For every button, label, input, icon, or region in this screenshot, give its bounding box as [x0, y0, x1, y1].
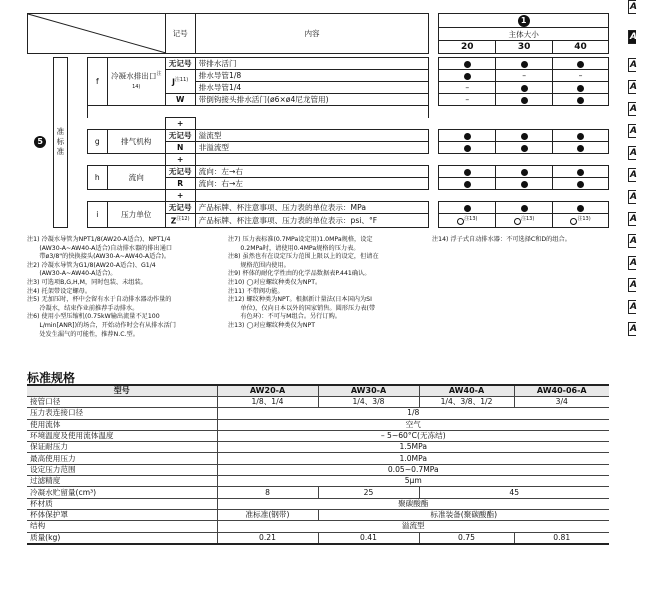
i-letter: i — [87, 202, 107, 228]
g-desc-0: 溢流型 — [195, 130, 429, 142]
note-line: 注6) 使用小型压缩机(0.75kW输出流量不足100 — [27, 313, 160, 321]
section-5-badge: 5 — [34, 136, 46, 148]
g-name: 排气机构 — [107, 130, 165, 154]
note-line: 注2) 冷凝水导管为G1/8(AW20-A适合)、G1/4 — [27, 261, 156, 269]
available-dot-icon — [464, 169, 471, 176]
available-dot-icon — [577, 145, 584, 152]
available-dot-icon — [577, 169, 584, 176]
plus-h: + — [165, 154, 195, 166]
spec-col-aw30: AW30-A — [318, 385, 419, 397]
h-1-mark-30 — [496, 178, 553, 190]
table-row: 杯材质 聚碳酸酯 — [27, 498, 609, 509]
f-0-mark-20 — [439, 58, 496, 70]
side-tab[interactable]: A — [630, 104, 637, 114]
f-code-1: $J^{注11)}$ — [165, 70, 195, 94]
notes-middle — [228, 236, 379, 331]
f-2-mark-30 — [496, 82, 553, 94]
f-code-0: 无记号 — [165, 58, 195, 70]
i-desc-0: 产品标牌、杯注意事项、压力表的单位表示：MPa — [195, 202, 429, 214]
h-name: 流向 — [107, 166, 165, 190]
h-0-mark-20 — [439, 166, 496, 178]
f-desc-2: 排水导管1/4 — [195, 82, 429, 94]
header-corner — [28, 14, 166, 54]
f-0-mark-30 — [496, 58, 553, 70]
g-1-mark-40 — [553, 142, 609, 154]
side-tab[interactable]: A — [630, 236, 637, 246]
available-dot-icon — [577, 133, 584, 140]
f-0-mark-40 — [553, 58, 609, 70]
h-desc-0: 流向：左→右 — [195, 166, 429, 178]
side-tab[interactable]: A — [630, 148, 637, 158]
table-row: 接管口径 1/8、1/4 1/4、3/8 1/4、3/8、1/2 3/4 — [27, 397, 609, 408]
h-code-1: R — [165, 178, 195, 190]
spec-table — [27, 384, 609, 545]
note-line: 注14) 浮子式自动排水器：不可选择C和D的组合。 — [432, 236, 571, 243]
g-code-1: N — [165, 142, 195, 154]
i-name: 压力单位 — [107, 202, 165, 228]
side-tab[interactable]: A — [630, 2, 637, 12]
side-tab-active[interactable]: AW — [630, 32, 646, 42]
h-desc-1: 流向：右→左 — [195, 178, 429, 190]
table-row: 使用流体 空气 — [27, 419, 609, 430]
available-dot-icon — [521, 61, 528, 68]
g-0-mark-30 — [496, 130, 553, 142]
note-line: 规格范围内使用。 — [228, 261, 290, 269]
spec-col-aw40-06: AW40-06-A — [514, 385, 609, 397]
f-name: 冷凝水排出口 — [110, 71, 157, 81]
table-row: 保证耐压力 1.5MPa — [27, 442, 609, 453]
side-tab[interactable]: A — [630, 60, 637, 70]
side-tab[interactable]: A — [630, 280, 637, 290]
g-code-0: 无记号 — [165, 130, 195, 142]
table-row: 冷凝水贮留量(cm³) 8 25 45 — [27, 487, 609, 498]
note-line: 带ø3/8"的快换接头(AW30-A~AW40-A适合)。 — [27, 253, 171, 261]
header-diagonal — [28, 14, 165, 53]
f-3-mark-40 — [553, 94, 609, 106]
note-line: (AW30-A~AW40-A适合)自动排水器的排出通口 — [27, 244, 173, 252]
section-label: 准标准 — [53, 58, 67, 228]
npt-only-circle-icon — [514, 218, 521, 225]
body-size-label: 主体大小 — [439, 28, 609, 41]
available-dot-icon — [464, 61, 471, 68]
g-1-mark-30 — [496, 142, 553, 154]
table-row: 环境温度及使用流体温度 – 5~60°C(无冻结) — [27, 430, 609, 441]
available-dot-icon — [521, 169, 528, 176]
g-desc-1: 非溢流型 — [195, 142, 429, 154]
note-line: 单位)，仅向日本以外的国家销售。圆形压力表(带 — [228, 304, 376, 312]
available-dot-icon — [521, 205, 528, 212]
note-line: 0.2MPa时，请使用0.4MPa规格的压力表。 — [228, 244, 360, 252]
available-dot-icon — [577, 61, 584, 68]
note-line: 注4) 托架带设定螺母。 — [27, 287, 92, 295]
f-2-mark-40 — [553, 82, 609, 94]
plus-i: + — [165, 190, 195, 202]
notes-left — [27, 236, 176, 339]
table-row: 质量(kg) 0.21 0.41 0.75 0.81 — [27, 532, 609, 544]
spec-col-model: 型号 — [27, 385, 217, 397]
header-content: 内容 — [195, 14, 429, 54]
options-table — [27, 13, 609, 228]
available-dot-icon — [464, 145, 471, 152]
spec-title: 标准规格 — [27, 371, 76, 385]
side-tab[interactable]: A — [630, 192, 637, 202]
note-line: 注9) 杯体的耐化学性由的化学品数据表P.441确认。 — [228, 270, 371, 278]
available-dot-icon — [521, 85, 528, 92]
header-code: 记号 — [165, 14, 195, 54]
i-1-mark-20: 注13) — [439, 214, 496, 228]
note-line: 注13) ◯对应螺纹种类仅为NPT — [228, 321, 316, 329]
h-letter: h — [87, 166, 107, 190]
f-desc-1: 排水导管1/8 — [195, 70, 429, 82]
f-3-mark-30 — [496, 94, 553, 106]
f-name-cell — [107, 58, 165, 106]
i-code-0: 无记号 — [165, 202, 195, 214]
note-line: (AW30-A~AW40-A适合)。 — [27, 270, 117, 278]
available-dot-icon — [521, 133, 528, 140]
available-dot-icon — [464, 181, 471, 188]
h-code-0: 无记号 — [165, 166, 195, 178]
f-letter: f — [87, 58, 107, 106]
h-0-mark-40 — [553, 166, 609, 178]
side-tab[interactable]: A — [630, 126, 637, 136]
note-line: 注8) 虽然也有在设定压力范围上限以上的设定，但请在 — [228, 253, 379, 261]
size-20: 20 — [439, 41, 496, 54]
table-row: 结构 溢流型 — [27, 521, 609, 532]
note-line: 注5) 无加压时，杯中会留有水于自动排水器动作量的 — [27, 296, 172, 304]
f-code-3: W — [165, 94, 195, 106]
f-3-mark-20: – — [439, 94, 496, 106]
note-line: 有色环)：不可与M组合。另行订购。 — [228, 313, 341, 321]
i-0-mark-30 — [496, 202, 553, 214]
side-tab[interactable]: A — [630, 302, 637, 312]
spec-col-aw20: AW20-A — [217, 385, 318, 397]
option-number-badge: 1 — [518, 15, 530, 27]
h-1-mark-20 — [439, 178, 496, 190]
table-row: 杯体保护罩 准标准(钢带) 标准装备(聚碳酸酯) — [27, 509, 609, 520]
spec-header-row — [27, 385, 609, 397]
f-1-mark-40: – — [553, 70, 609, 82]
i-1-mark-30: 注13) — [496, 214, 553, 228]
f-2-mark-20: – — [439, 82, 496, 94]
side-tab[interactable]: A — [630, 258, 637, 268]
note-line: 冷凝水，结束作业前推荐手动排水。 — [27, 304, 139, 312]
f-desc-3: 带倒钩接头排水活门(ø6×ø4尼龙管用) — [195, 94, 429, 106]
h-1-mark-40 — [553, 178, 609, 190]
notes-right — [432, 236, 571, 245]
g-0-mark-20 — [439, 130, 496, 142]
available-dot-icon — [521, 181, 528, 188]
header-num-cell — [439, 14, 609, 28]
note-line: 注1) 冷凝水导管为NPT1/8(AW20-A适合)、NPT1/4 — [27, 236, 171, 243]
g-0-mark-40 — [553, 130, 609, 142]
f-1-mark-20 — [439, 70, 496, 82]
note-line: 注3) 可选项B,G,H,M，同时包装、未组装。 — [27, 278, 147, 286]
note-line: 注12) 螺纹种类为NPT。根据新计量法(日本国内为SI — [228, 296, 372, 304]
available-dot-icon — [464, 73, 471, 80]
f-desc-0: 带排水活门 — [195, 58, 429, 70]
note-line: 注11) 不带阀功能。 — [228, 287, 284, 295]
available-dot-icon — [464, 205, 471, 212]
note-line: 处发生漏气的可能性，推荐N.C.型。 — [27, 330, 139, 338]
h-0-mark-30 — [496, 166, 553, 178]
i-code-1: $Z^{注12)}$ — [165, 214, 195, 228]
table-row: 设定压力范围 0.05~0.7MPa — [27, 464, 609, 475]
side-tab[interactable]: A — [630, 324, 637, 334]
f-1-mark-30: – — [496, 70, 553, 82]
g-1-mark-20 — [439, 142, 496, 154]
note-line: 注10) ◯对应螺纹种类仅为NPT。 — [228, 278, 322, 286]
size-30: 30 — [496, 41, 553, 54]
table-row: 压力表连接口径 1/8 — [27, 408, 609, 419]
available-dot-icon — [577, 181, 584, 188]
i-desc-1: 产品标牌、杯注意事项、压力表的单位表示：psi、°F — [195, 214, 429, 228]
available-dot-icon — [464, 133, 471, 140]
available-dot-icon — [577, 205, 584, 212]
f-name-note: 注14) — [132, 70, 162, 90]
plus-g: + — [165, 118, 195, 130]
section-5-badge-cell — [28, 58, 54, 228]
g-letter: g — [87, 130, 107, 154]
spec-col-aw40: AW40-A — [419, 385, 514, 397]
available-dot-icon — [521, 145, 528, 152]
available-dot-icon — [577, 85, 584, 92]
side-tab[interactable]: A — [630, 170, 637, 180]
side-tab[interactable]: A — [630, 82, 637, 92]
size-40: 40 — [553, 41, 609, 54]
note-line: L/min[ANR])的场合，开始动作时会有从排水活门 — [27, 321, 176, 329]
table-row: 过滤精度 5µm — [27, 476, 609, 487]
available-dot-icon — [577, 97, 584, 104]
note-line: 注7) 压力表标准(0.7MPa设定用)1.0MPa规格，设定 — [228, 236, 373, 243]
table-row: 最高使用压力 1.0MPa — [27, 453, 609, 464]
side-tab[interactable]: A — [630, 214, 637, 224]
available-dot-icon — [521, 97, 528, 104]
i-0-mark-20 — [439, 202, 496, 214]
i-1-mark-40: 注13) — [553, 214, 609, 228]
i-0-mark-40 — [553, 202, 609, 214]
